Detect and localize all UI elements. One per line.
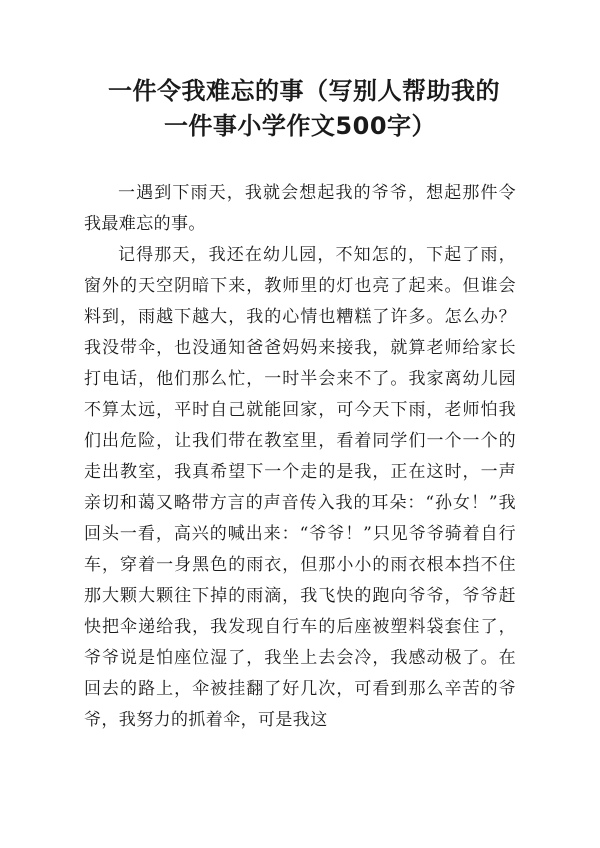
paragraph-2: 记得那天，我还在幼儿园，不知怎的，下起了雨，窗外的天空阴暗下来，教师里的灯也亮了起来。但谁会料到，雨越下越大，我的心情也糟糕了许多。怎么办？我没带伞，也没通知爸爸妈妈来接我，就算老师给家长打电话，他们那么忙，一时半会来不了。我家离幼儿园不算太远，平时自己就能回家，可今天下雨，老师怕我们出危险，让我们带在教室里，看着同学们一个一个的走出教室，我真希望下一个走的是我，正在这时，一声亲切和蔼又略带方言的声音传入我的耳朵：“孙女！”我回头一看，高兴的喊出来：“爷爷！”只见爷爷骑着自行车，穿着一身黑色的雨衣，但那小小的雨衣根本挡不住那大颗大颗往下掉的雨滴，我飞快的跑向爷爷，爷爷赶快把伞递给我，我发现自行车的后座被塑料袋套住了，爷爷说是怕座位湿了，我坐上去会冷，我感动极了。在回去的路上，伞被挂翻了好几次，可看到那么辛苦的爷爷，我努力的抓着伞，可是我这 — [84, 245, 516, 730]
document-title — [60, 74, 540, 144]
paragraph-1: 一遇到下雨天，我就会想起我的爷爷，想起那件令我最难忘的事。 — [84, 183, 516, 234]
title-line-2: 一件事小学作文500字） — [163, 112, 437, 140]
title-line-1: 一件令我难忘的事（写别人帮助我的 — [108, 77, 500, 105]
document-body — [84, 178, 516, 736]
